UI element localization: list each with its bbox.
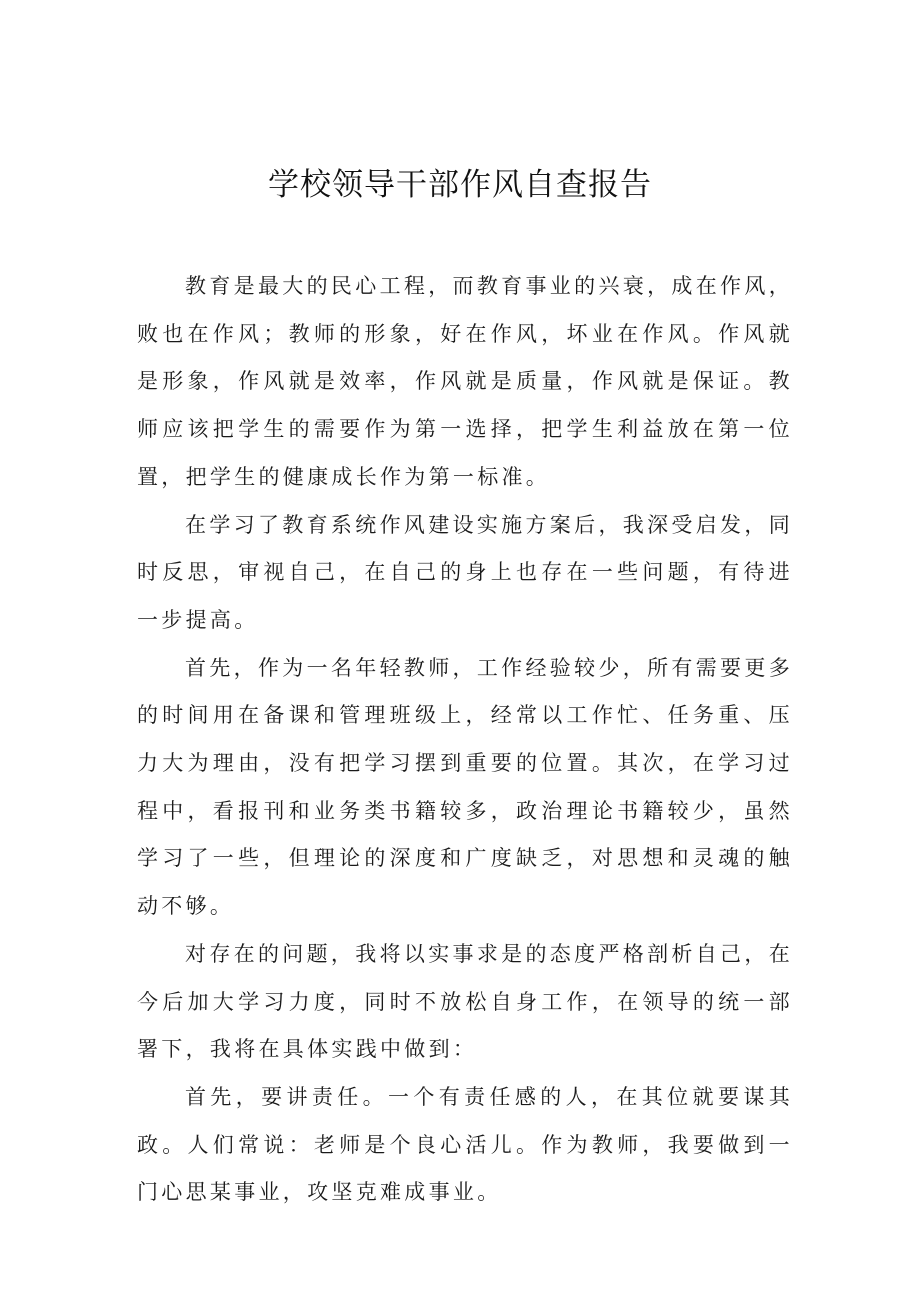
paragraph-3: 首先，作为一名年轻教师，工作经验较少，所有需要更多的时间用在备课和管理班级上，经常以工作忙、任务重、压力大为理由，没有把学习摆到重要的位置。其次，在学习过程中，看报刊和业务类书籍较多，政治理论书籍较少，虽然学习了一些，但理论的深度和广度缺乏，对思想和灵魂的触动不够。 (137, 655, 793, 919)
paragraph-4: 对存在的问题，我将以实事求是的态度严格剖析自己，在今后加大学习力度，同时不放松自身工作，在领导的统一部署下，我将在具体实践中做到： (137, 941, 793, 1062)
paragraph-2: 在学习了教育系统作风建设实施方案后，我深受启发，同时反思，审视自己，在自己的身上也存在一些问题，有待进一步提高。 (137, 512, 793, 632)
paragraph-1: 教育是最大的民心工程，而教育事业的兴衰，成在作风，败也在作风；教师的形象，好在作风，坏业在作风。作风就是形象，作风就是效率，作风就是质量，作风就是保证。教师应该把学生的需要作为第一选择，把学生利益放在第一位置，把学生的健康成长作为第一标准。 (137, 274, 793, 489)
paragraph-5: 首先，要讲责任。一个有责任感的人，在其位就要谋其政。人们常说：老师是个良心活儿。作为教师，我要做到一门心思某事业，攻坚克难成事业。 (137, 1084, 793, 1205)
document-title: 学校领导干部作风自查报告 (268, 167, 652, 203)
document-body (137, 263, 793, 1217)
